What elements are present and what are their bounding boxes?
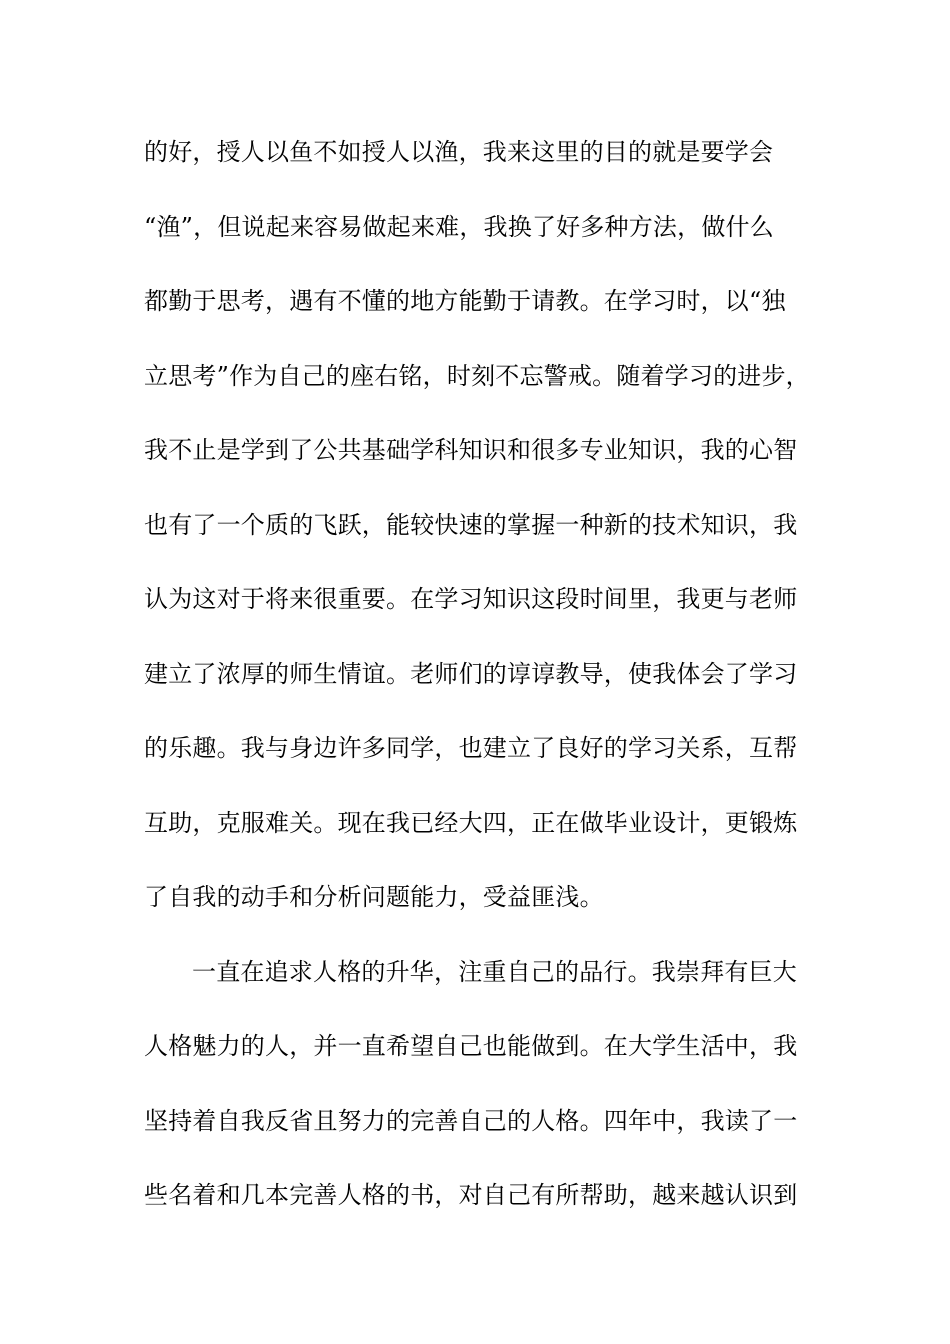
- paragraph-start-line: 一直在追求人格的升华，注重自己的品行。我崇拜有巨大: [192, 957, 797, 986]
- text-line: 人格魅力的人，并一直希望自己也能做到。在大学生活中，我: [144, 1032, 798, 1060]
- text-line: 些名着和几本完善人格的书，对自己有所帮助，越来越认识到: [144, 1181, 798, 1209]
- text-line: 的乐趣。我与身边许多同学，也建立了良好的学习关系，互帮: [144, 734, 798, 762]
- text-line: 互助，克服难关。现在我已经大四，正在做毕业设计，更锻炼: [144, 808, 798, 837]
- text-line: 立思考”作为自己的座右铭，时刻不忘警戒。随着学习的进步，: [144, 361, 810, 390]
- text-line: 也有了一个质的飞跃，能较快速的掌握一种新的技术知识，我: [144, 510, 798, 539]
- text-line: 我不止是学到了公共基础学科知识和很多专业知识，我的心智: [144, 436, 798, 464]
- text-line: 了自我的动手和分析问题能力，受益匪浅。: [144, 883, 604, 911]
- text-line: 都勤于思考，遇有不懂的地方能勤于请教。在学习时，以“独: [144, 287, 786, 315]
- text-line: 的好，授人以鱼不如授人以渔，我来这里的目的就是要学会: [144, 138, 774, 166]
- text-line: 坚持着自我反省且努力的完善自己的人格。四年中，我读了一: [144, 1106, 798, 1135]
- text-line: 认为这对于将来很重要。在学习知识这段时间里，我更与老师: [144, 585, 798, 613]
- body-text: [144, 130, 824, 1248]
- text-line: 建立了浓厚的师生情谊。老师们的谆谆教导，使我体会了学习: [144, 659, 798, 688]
- text-line: “渔”，但说起来容易做起来难，我换了好多种方法，做什么: [144, 212, 774, 241]
